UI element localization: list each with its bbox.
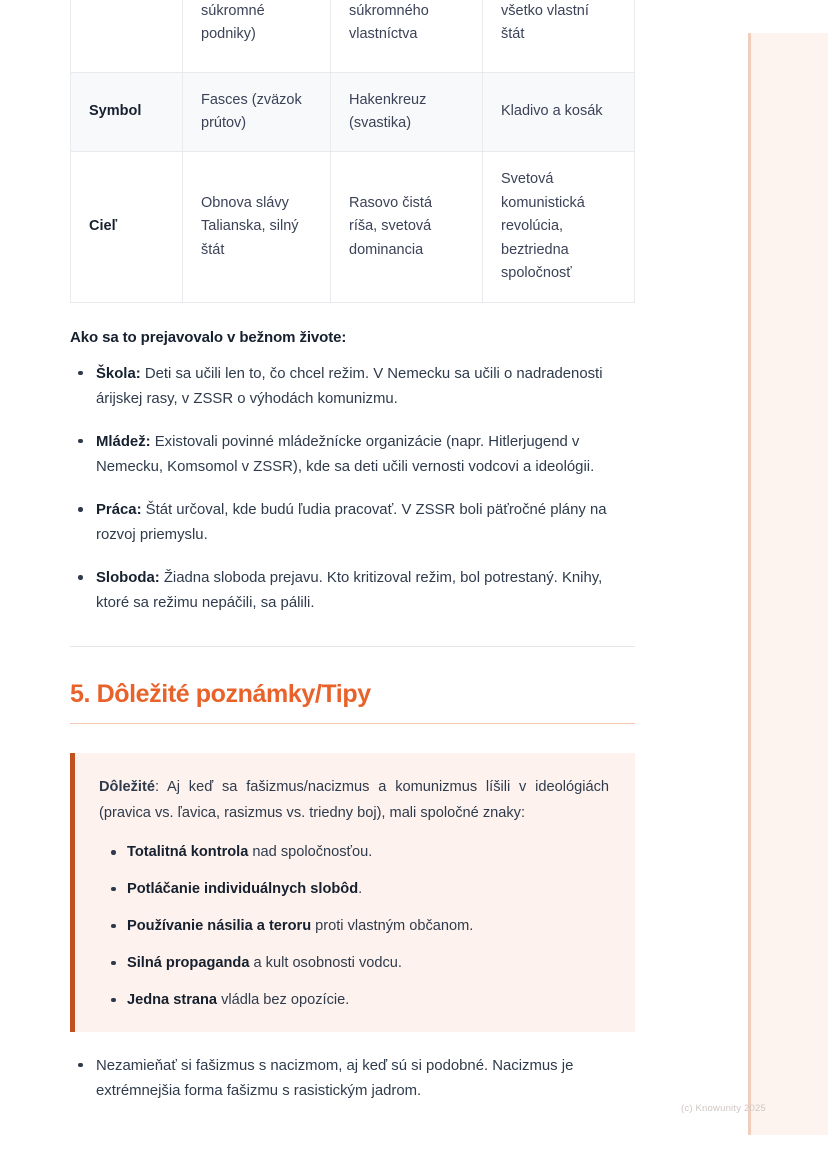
cell-communism: všetko vlastní štát bbox=[483, 0, 635, 72]
row-label bbox=[71, 0, 183, 72]
table-row-continued bbox=[71, 0, 635, 72]
everyday-life-list bbox=[70, 362, 635, 616]
row-label-goal: Cieľ bbox=[71, 152, 183, 302]
section-heading: 5. Dôležité poznámky/Tipy bbox=[70, 680, 371, 709]
cell-communism: Svetová komunistická revolúcia, beztriedna spoločnosť bbox=[483, 152, 635, 302]
cell-fascism: súkromné podniky) bbox=[183, 0, 331, 72]
list-item bbox=[70, 1054, 635, 1104]
list-item-term: Práca: bbox=[96, 502, 142, 519]
important-callout bbox=[70, 753, 635, 1031]
list-item bbox=[70, 498, 635, 548]
list-item bbox=[70, 362, 635, 412]
section-heading-underline bbox=[70, 723, 635, 724]
callout-list bbox=[99, 842, 609, 1011]
copyright-watermark: (c) Knowunity 2025 bbox=[681, 1103, 766, 1114]
callout-item-term: Silná propaganda bbox=[127, 954, 250, 971]
callout-list-item bbox=[99, 953, 609, 975]
callout-item-term: Totalitná kontrola bbox=[127, 844, 249, 861]
table-row bbox=[71, 152, 635, 302]
cell-fascism: Fasces (zväzok prútov) bbox=[183, 72, 331, 152]
closing-note-list bbox=[70, 1054, 635, 1104]
callout-list-item bbox=[99, 916, 609, 938]
table-body bbox=[71, 0, 635, 302]
row-label-symbol: Symbol bbox=[71, 72, 183, 152]
list-item-term: Mládež: bbox=[96, 433, 151, 450]
callout-item-text: . bbox=[358, 880, 363, 897]
callout-item-text: vládla bez opozície. bbox=[217, 991, 350, 1008]
callout-intro bbox=[99, 775, 609, 827]
cell-communism: Kladivo a kosák bbox=[483, 72, 635, 152]
document-content bbox=[70, 0, 635, 1104]
list-item bbox=[70, 430, 635, 480]
callout-item-text: nad spoločnosťou. bbox=[248, 844, 373, 861]
callout-item-text: a kult osobnosti vodcu. bbox=[249, 954, 402, 971]
comparison-table bbox=[70, 0, 635, 303]
cell-fascism: Obnova slávy Talianska, silný štát bbox=[183, 152, 331, 302]
list-item-text: Nezamieňať si fašizmus s nacizmom, aj keď sú si podobné. Nacizmus je extrémnejšia forma fašizmu s rasistickým jadrom. bbox=[96, 1057, 574, 1099]
callout-item-term: Potláčanie individuálnych slobôd bbox=[127, 880, 359, 897]
list-item-text: Existovali povinné mládežnícke organizácie (napr. Hitlerjugend v Nemecku, Komsomol v ZSSR), kde sa deti učili vernosti vodcovi a ideológii. bbox=[96, 433, 595, 475]
callout-list-item bbox=[99, 879, 609, 901]
callout-item-text: proti vlastným občanom. bbox=[311, 917, 474, 934]
cell-nazism: súkromného vlastníctva bbox=[331, 0, 483, 72]
list-item-text: Štát určoval, kde budú ľudia pracovať. V ZSSR boli päťročné plány na rozvoj priemyslu. bbox=[96, 502, 607, 544]
callout-lead-term: Dôležité bbox=[99, 779, 155, 796]
section-divider bbox=[70, 646, 635, 647]
callout-list-item bbox=[99, 842, 609, 864]
table-row bbox=[71, 72, 635, 152]
callout-item-term: Používanie násilia a teroru bbox=[127, 917, 312, 934]
everyday-life-title: Ako sa to prejavovalo v bežnom živote: bbox=[70, 328, 347, 346]
cell-nazism: Rasovo čistá ríša, svetová dominancia bbox=[331, 152, 483, 302]
callout-item-term: Jedna strana bbox=[127, 991, 218, 1008]
list-item bbox=[70, 566, 635, 616]
list-item-text: Deti sa učili len to, čo chcel režim. V Nemecku sa učili o nadradenosti árijskej rasy, v ZSSR o výhodách komunizmu. bbox=[96, 365, 603, 407]
list-item-term: Škola: bbox=[96, 365, 141, 382]
list-item-text: Žiadna sloboda prejavu. Kto kritizoval režim, bol potrestaný. Knihy, ktoré sa režimu nepáčili, sa pálili. bbox=[96, 570, 603, 612]
callout-list-item bbox=[99, 990, 609, 1012]
list-item-term: Sloboda: bbox=[96, 570, 160, 587]
cell-nazism: Hakenkreuz (svastika) bbox=[331, 72, 483, 152]
callout-lead-text: : Aj keď sa fašizmus/nacizmus a komunizmus líšili v ideológiách (pravica vs. ľavica, rasizmus vs. triedny boj), mali spoločné znaky: bbox=[99, 779, 609, 822]
right-decorative-strip bbox=[748, 33, 828, 1135]
